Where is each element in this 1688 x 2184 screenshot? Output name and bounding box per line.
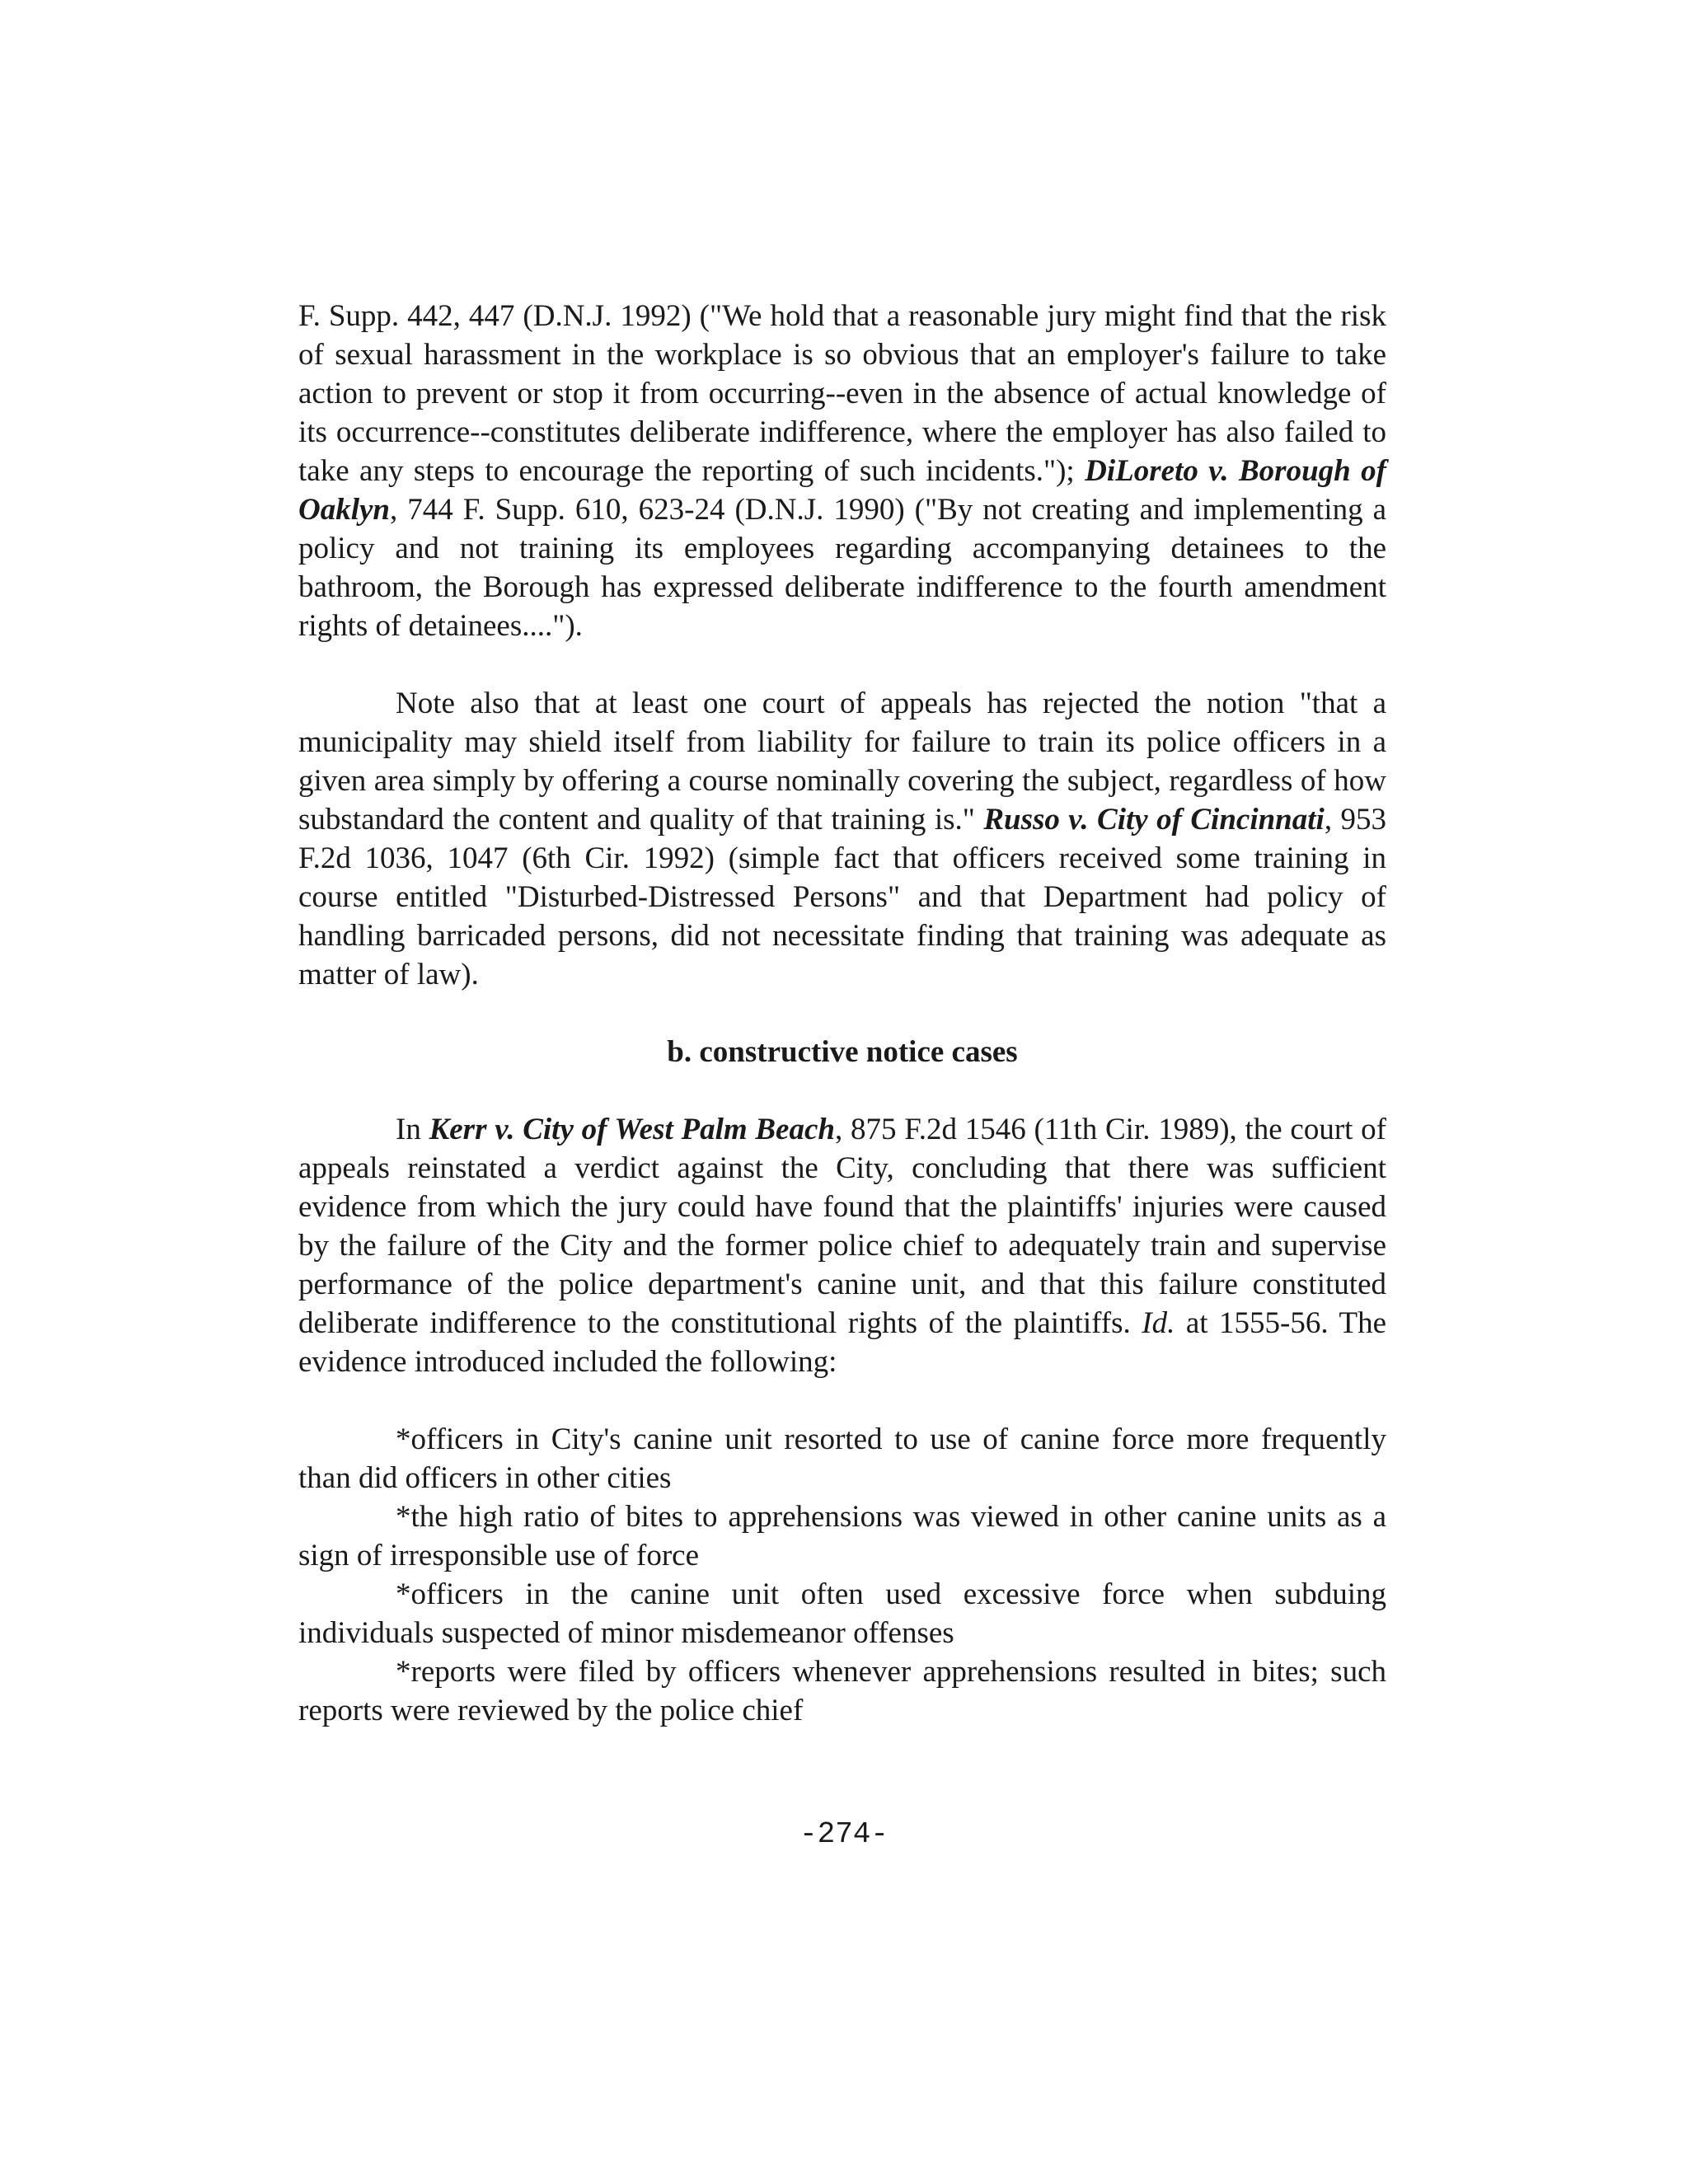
id-citation: Id.	[1142, 1306, 1175, 1340]
list-item: *the high ratio of bites to apprehensions was viewed in other canine units as a sign of irresponsible use of force	[298, 1500, 1386, 1572]
list-item: *officers in City's canine unit resorted to use of canine force more frequently than did officers in other cities	[298, 1422, 1386, 1495]
case-name-kerr: Kerr v. City of West Palm Beach	[429, 1113, 835, 1146]
section-heading: b. constructive notice cases	[667, 1035, 1018, 1069]
case-name-diloreto: DiLoreto v. Borough of Oaklyn	[298, 454, 1386, 527]
paragraph-kerr: In Kerr v. City of West Palm Beach, 875 F.2d 1546 (11th Cir. 1989), the court of appeals reinstated a verdict against the City, concluding that there was sufficient evidence from which the jury could have found that the plaintiffs' injuries were caused by the failure of the City and the former police chief to adequately train and supervise performance of the police department's canine unit, and that this failure constituted deliberate indifference to the constitutional rights of the plaintiffs. Id. at 1555-56. The evidence introduced included the following:	[298, 1113, 1387, 1379]
evidence-list	[298, 1420, 1386, 1730]
paragraph-continued-citations: F. Supp. 442, 447 (D.N.J. 1992) ("We hold that a reasonable jury might find that the risk of sexual harassment in the workplace is so obvious that an employer's failure to take action to prevent or stop it from occurring--even in the absence of actual knowledge of its occurrence--constitutes deliberate indifference, where the employer has also failed to take any steps to encourage the reporting of such incidents."); DiLoreto v. Borough of Oaklyn, 744 F. Supp. 610, 623-24 (D.N.J. 1990) ("By not creating and implementing a policy and not training its employees regarding accompanying detainees to the bathroom, the Borough has expressed deliberate indifference to the fourth amendment rights of detainees....").	[298, 299, 1386, 643]
case-name-russo: Russo v. City of Cincinnati	[983, 803, 1325, 837]
list-item: *officers in the canine unit often used excessive force when subduing individuals suspected of minor misdemeanor offenses	[298, 1577, 1386, 1650]
list-item: *reports were filed by officers whenever apprehensions resulted in bites; such reports were reviewed by the police chief	[298, 1655, 1386, 1727]
paragraph-russo-note: Note also that at least one court of appeals has rejected the notion "that a municipality may shield itself from liability for failure to train its police officers in a given area simply by offering a course nominally covering the subject, regardless of how substandard the content and quality of that training is." Russo v. City of Cincinnati, 953 F.2d 1036, 1047 (6th Cir. 1992) (simple fact that officers received some training in course entitled "Disturbed-Distressed Persons" and that Department had policy of handling barricaded persons, did not necessitate finding that training was adequate as matter of law).	[298, 687, 1387, 991]
page-number: -274-	[799, 1817, 889, 1851]
document-body	[298, 297, 1386, 1730]
